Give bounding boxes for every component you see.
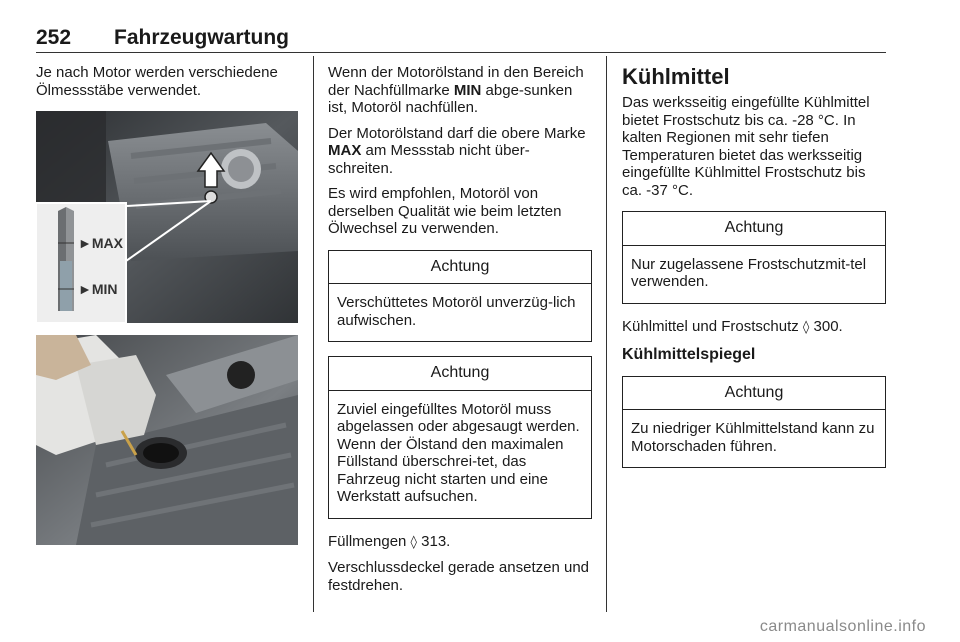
warning-box-spill [328,250,592,343]
min-mark: MIN [453,81,482,99]
page-ref-icon: ◊ [802,319,810,335]
column-1 [36,64,298,545]
coolant-text: Das werksseitig eingefüllte Kühlmittel bietet Frostschutz bis ca. -28 °C. In kalten Regionen mit sehr tiefen Temperaturen bietet das werksseitig eingefüllte Kühlmittel Frostschutz bis ca. -37 °C. [622,94,870,199]
warning-box-antifreeze [622,211,886,304]
oil-quality-text: Es wird empfohlen, Motoröl von derselben Qualität wie beim letzten Ölwechsel zu verwenden. [328,185,562,237]
page-title: Fahrzeugwartung [114,26,290,49]
warning-box-overfill [328,356,592,519]
page-number: 252 [36,26,72,49]
min-text-b: abge-sunken ist, Motoröl nachfüllen. [328,81,573,116]
max-mark-label: ►MAX [78,235,123,251]
fill-ref-label: Füllmengen [328,532,411,550]
fill-quantity-ref [328,533,592,552]
warning-text: Zu niedriger Kühlmittelstand kann zu Motorschaden führen. [631,420,875,455]
section-title-coolant: Kühlmittel [622,64,730,89]
warning-text: Nur zugelassene Frostschutzmit-tel verwenden. [631,255,867,290]
page-header [36,26,886,52]
warning-heading: Achtung [329,357,591,391]
column-2 [328,64,592,602]
oil-filling-photo [36,335,298,545]
watermark: carmanualsonline.info [759,618,926,635]
fill-ref-page[interactable]: 313. [416,532,451,550]
min-refill-text [328,64,592,117]
max-text-b: am Messstab nicht über-schreiten. [328,142,530,177]
cap-instruction: Verschlussdeckel gerade ansetzen und festdrehen. [328,559,590,594]
warning-text: Verschüttetes Motoröl unverzüg-lich aufwischen. [337,294,576,329]
warning-box-coolant-level [622,376,886,469]
warning-heading: Achtung [623,212,885,246]
column-3 [622,64,886,482]
coolant-ref-label: Kühlmittel und Frostschutz [622,317,803,335]
header-divider [36,52,886,53]
max-text-a: Der Motorölstand darf die obere Marke [328,124,586,142]
warning-heading: Achtung [329,251,591,285]
page-ref-icon: ◊ [410,534,417,550]
column-divider-1 [313,56,314,612]
warning-text: Zuviel eingefülltes Motoröl muss abgelassen oder abgesaugt werden. Wenn der Ölstand den maximalen Füllstand überschrei-tet, das Fahrzeug nicht starten und eine Werkstatt aufsuchen. [337,400,580,505]
max-limit-text [328,125,592,178]
max-mark: MAX [328,142,362,159]
coolant-ref-page[interactable]: 300. [809,317,843,335]
coolant-ref [622,318,886,337]
column-divider-2 [606,56,607,612]
dipstick-photo [36,111,298,323]
min-mark-label: ►MIN [78,281,118,297]
subsection-title-coolant-level: Kühlmittelspiegel [622,346,756,363]
warning-heading: Achtung [623,377,885,411]
min-text-a: Wenn der Motorölstand in den Bereich der Nachfüllmarke [328,64,584,99]
intro-text: Je nach Motor werden verschiedene Ölmessstäbe verwendet. [36,64,278,99]
